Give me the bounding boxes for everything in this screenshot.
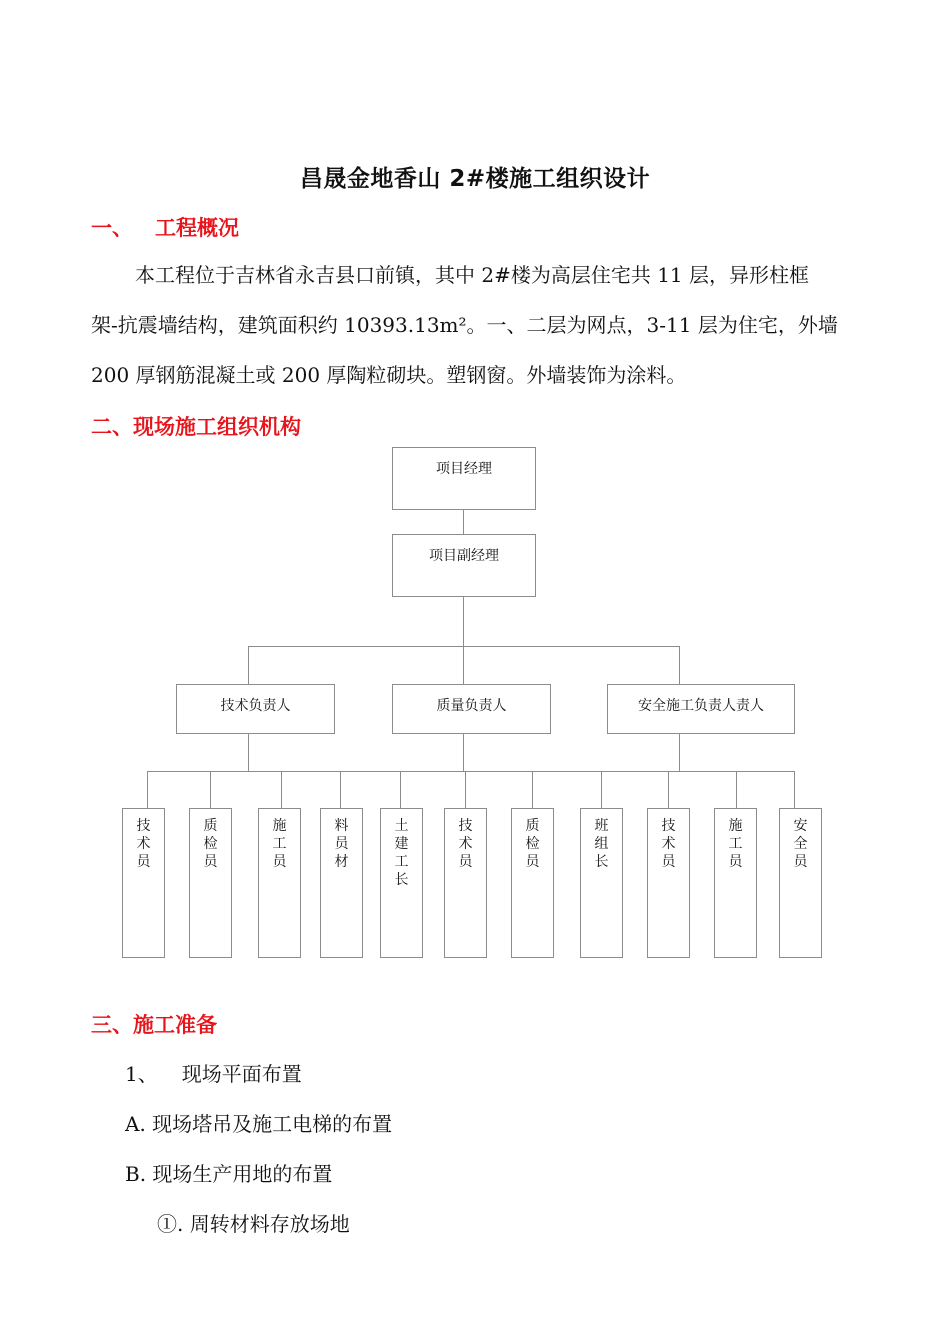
org-box-staff-char: 员 bbox=[728, 854, 743, 870]
org-box-staff-char: 工 bbox=[728, 836, 743, 852]
item-b-1: ①. 周转材料存放场地 bbox=[157, 1212, 350, 1236]
connector-line bbox=[248, 733, 249, 771]
org-box-staff-char: 长 bbox=[594, 854, 609, 870]
org-box-staff bbox=[189, 808, 232, 958]
org-box-staff-char: 检 bbox=[525, 836, 540, 852]
org-box-staff-char: 施 bbox=[728, 818, 743, 834]
connector-line bbox=[532, 771, 533, 808]
org-box-staff-char: 施 bbox=[272, 818, 287, 834]
org-box-staff-char: 工 bbox=[272, 836, 287, 852]
org-box-staff-char: 员 bbox=[793, 854, 808, 870]
org-box-staff-char: 安 bbox=[793, 818, 808, 834]
org-box-staff-char: 员 bbox=[661, 854, 676, 870]
connector-line bbox=[463, 509, 464, 534]
item-1 bbox=[125, 1058, 302, 1087]
item-1-text: 现场平面布置 bbox=[181, 1062, 302, 1086]
org-box-staff bbox=[258, 808, 301, 958]
connector-line bbox=[281, 771, 282, 808]
item-1-number: 1、 bbox=[125, 1062, 158, 1086]
org-box-staff-char: 组 bbox=[594, 836, 609, 852]
org-box-staff-char: 全 bbox=[793, 836, 808, 852]
org-box-quality-head: 质量负责人 bbox=[392, 684, 551, 734]
connector-line bbox=[794, 771, 795, 808]
connector-line bbox=[736, 771, 737, 808]
connector-line bbox=[465, 771, 466, 808]
org-box-staff-char: 长 bbox=[394, 872, 409, 888]
org-box-staff bbox=[444, 808, 487, 958]
org-box-staff-char: 员 bbox=[272, 854, 287, 870]
org-box-staff-char: 料 bbox=[334, 818, 349, 834]
org-box-staff-char: 技 bbox=[661, 818, 676, 834]
org-box-staff bbox=[122, 808, 165, 958]
org-box-staff-char: 土 bbox=[394, 818, 409, 834]
connector-line bbox=[668, 771, 669, 808]
org-box-staff-char: 员 bbox=[334, 836, 349, 852]
org-box-staff-char: 员 bbox=[525, 854, 540, 870]
org-box-staff-char: 技 bbox=[458, 818, 473, 834]
connector-line bbox=[679, 733, 680, 771]
section2-heading: 二、现场施工组织机构 bbox=[91, 415, 301, 439]
connector-line bbox=[463, 646, 464, 684]
org-box-staff bbox=[647, 808, 690, 958]
org-box-staff bbox=[779, 808, 822, 958]
org-box-staff-char: 员 bbox=[458, 854, 473, 870]
org-box-staff-char: 质 bbox=[203, 818, 218, 834]
paragraph-line-1: 本工程位于吉林省永吉县口前镇，其中 2#楼为高层住宅共 11 层，异形柱框 bbox=[135, 263, 810, 287]
section1-paragraph bbox=[91, 250, 883, 400]
org-box-safety-head: 安全施工负责人责人 bbox=[607, 684, 795, 734]
org-box-staff-char: 班 bbox=[594, 818, 609, 834]
org-box-staff-char: 质 bbox=[525, 818, 540, 834]
org-box-deputy-manager: 项目副经理 bbox=[392, 534, 536, 597]
org-box-staff-char: 员 bbox=[203, 854, 218, 870]
connector-line bbox=[601, 771, 602, 808]
section1-title: 工程概况 bbox=[155, 216, 239, 240]
org-box-staff-char: 建 bbox=[394, 836, 409, 852]
connector-line bbox=[463, 733, 464, 771]
connector-line bbox=[248, 646, 680, 647]
connector-line bbox=[147, 771, 148, 808]
connector-line bbox=[340, 771, 341, 808]
org-box-staff-char: 术 bbox=[458, 836, 473, 852]
paragraph-line-2: 架-抗震墙结构，建筑面积约 10393.13m²。一、二层为网点，3-11 层为住宅，外墙 bbox=[91, 313, 838, 337]
org-box-staff bbox=[320, 808, 363, 958]
org-box-staff-char: 技 bbox=[136, 818, 151, 834]
section3-heading: 三、施工准备 bbox=[91, 1013, 217, 1037]
connector-line bbox=[147, 771, 794, 772]
item-b: B. 现场生产用地的布置 bbox=[125, 1162, 333, 1186]
org-box-staff-char: 员 bbox=[136, 854, 151, 870]
org-box-staff-char: 材 bbox=[334, 854, 349, 870]
org-box-staff-char: 术 bbox=[136, 836, 151, 852]
org-box-staff bbox=[580, 808, 623, 958]
org-box-staff bbox=[714, 808, 757, 958]
org-box-project-manager: 项目经理 bbox=[392, 447, 536, 510]
connector-line bbox=[400, 771, 401, 808]
connector-line bbox=[463, 596, 464, 646]
connector-line bbox=[679, 646, 680, 684]
org-box-technical-head: 技术负责人 bbox=[176, 684, 335, 734]
org-box-staff bbox=[380, 808, 423, 958]
connector-line bbox=[248, 646, 249, 684]
item-a: A. 现场塔吊及施工电梯的布置 bbox=[125, 1112, 393, 1136]
org-box-staff-char: 检 bbox=[203, 836, 218, 852]
org-box-staff-char: 工 bbox=[394, 854, 409, 870]
document-title: 昌晟金地香山 2#楼施工组织设计 bbox=[299, 166, 651, 192]
connector-line bbox=[210, 771, 211, 808]
paragraph-line-3: 200 厚钢筋混凝土或 200 厚陶粒砌块。塑钢窗。外墙装饰为涂料。 bbox=[91, 363, 687, 387]
org-box-staff-char: 术 bbox=[661, 836, 676, 852]
org-box-staff bbox=[511, 808, 554, 958]
section1-number: 一、 bbox=[91, 216, 133, 240]
section1-heading bbox=[91, 212, 239, 242]
